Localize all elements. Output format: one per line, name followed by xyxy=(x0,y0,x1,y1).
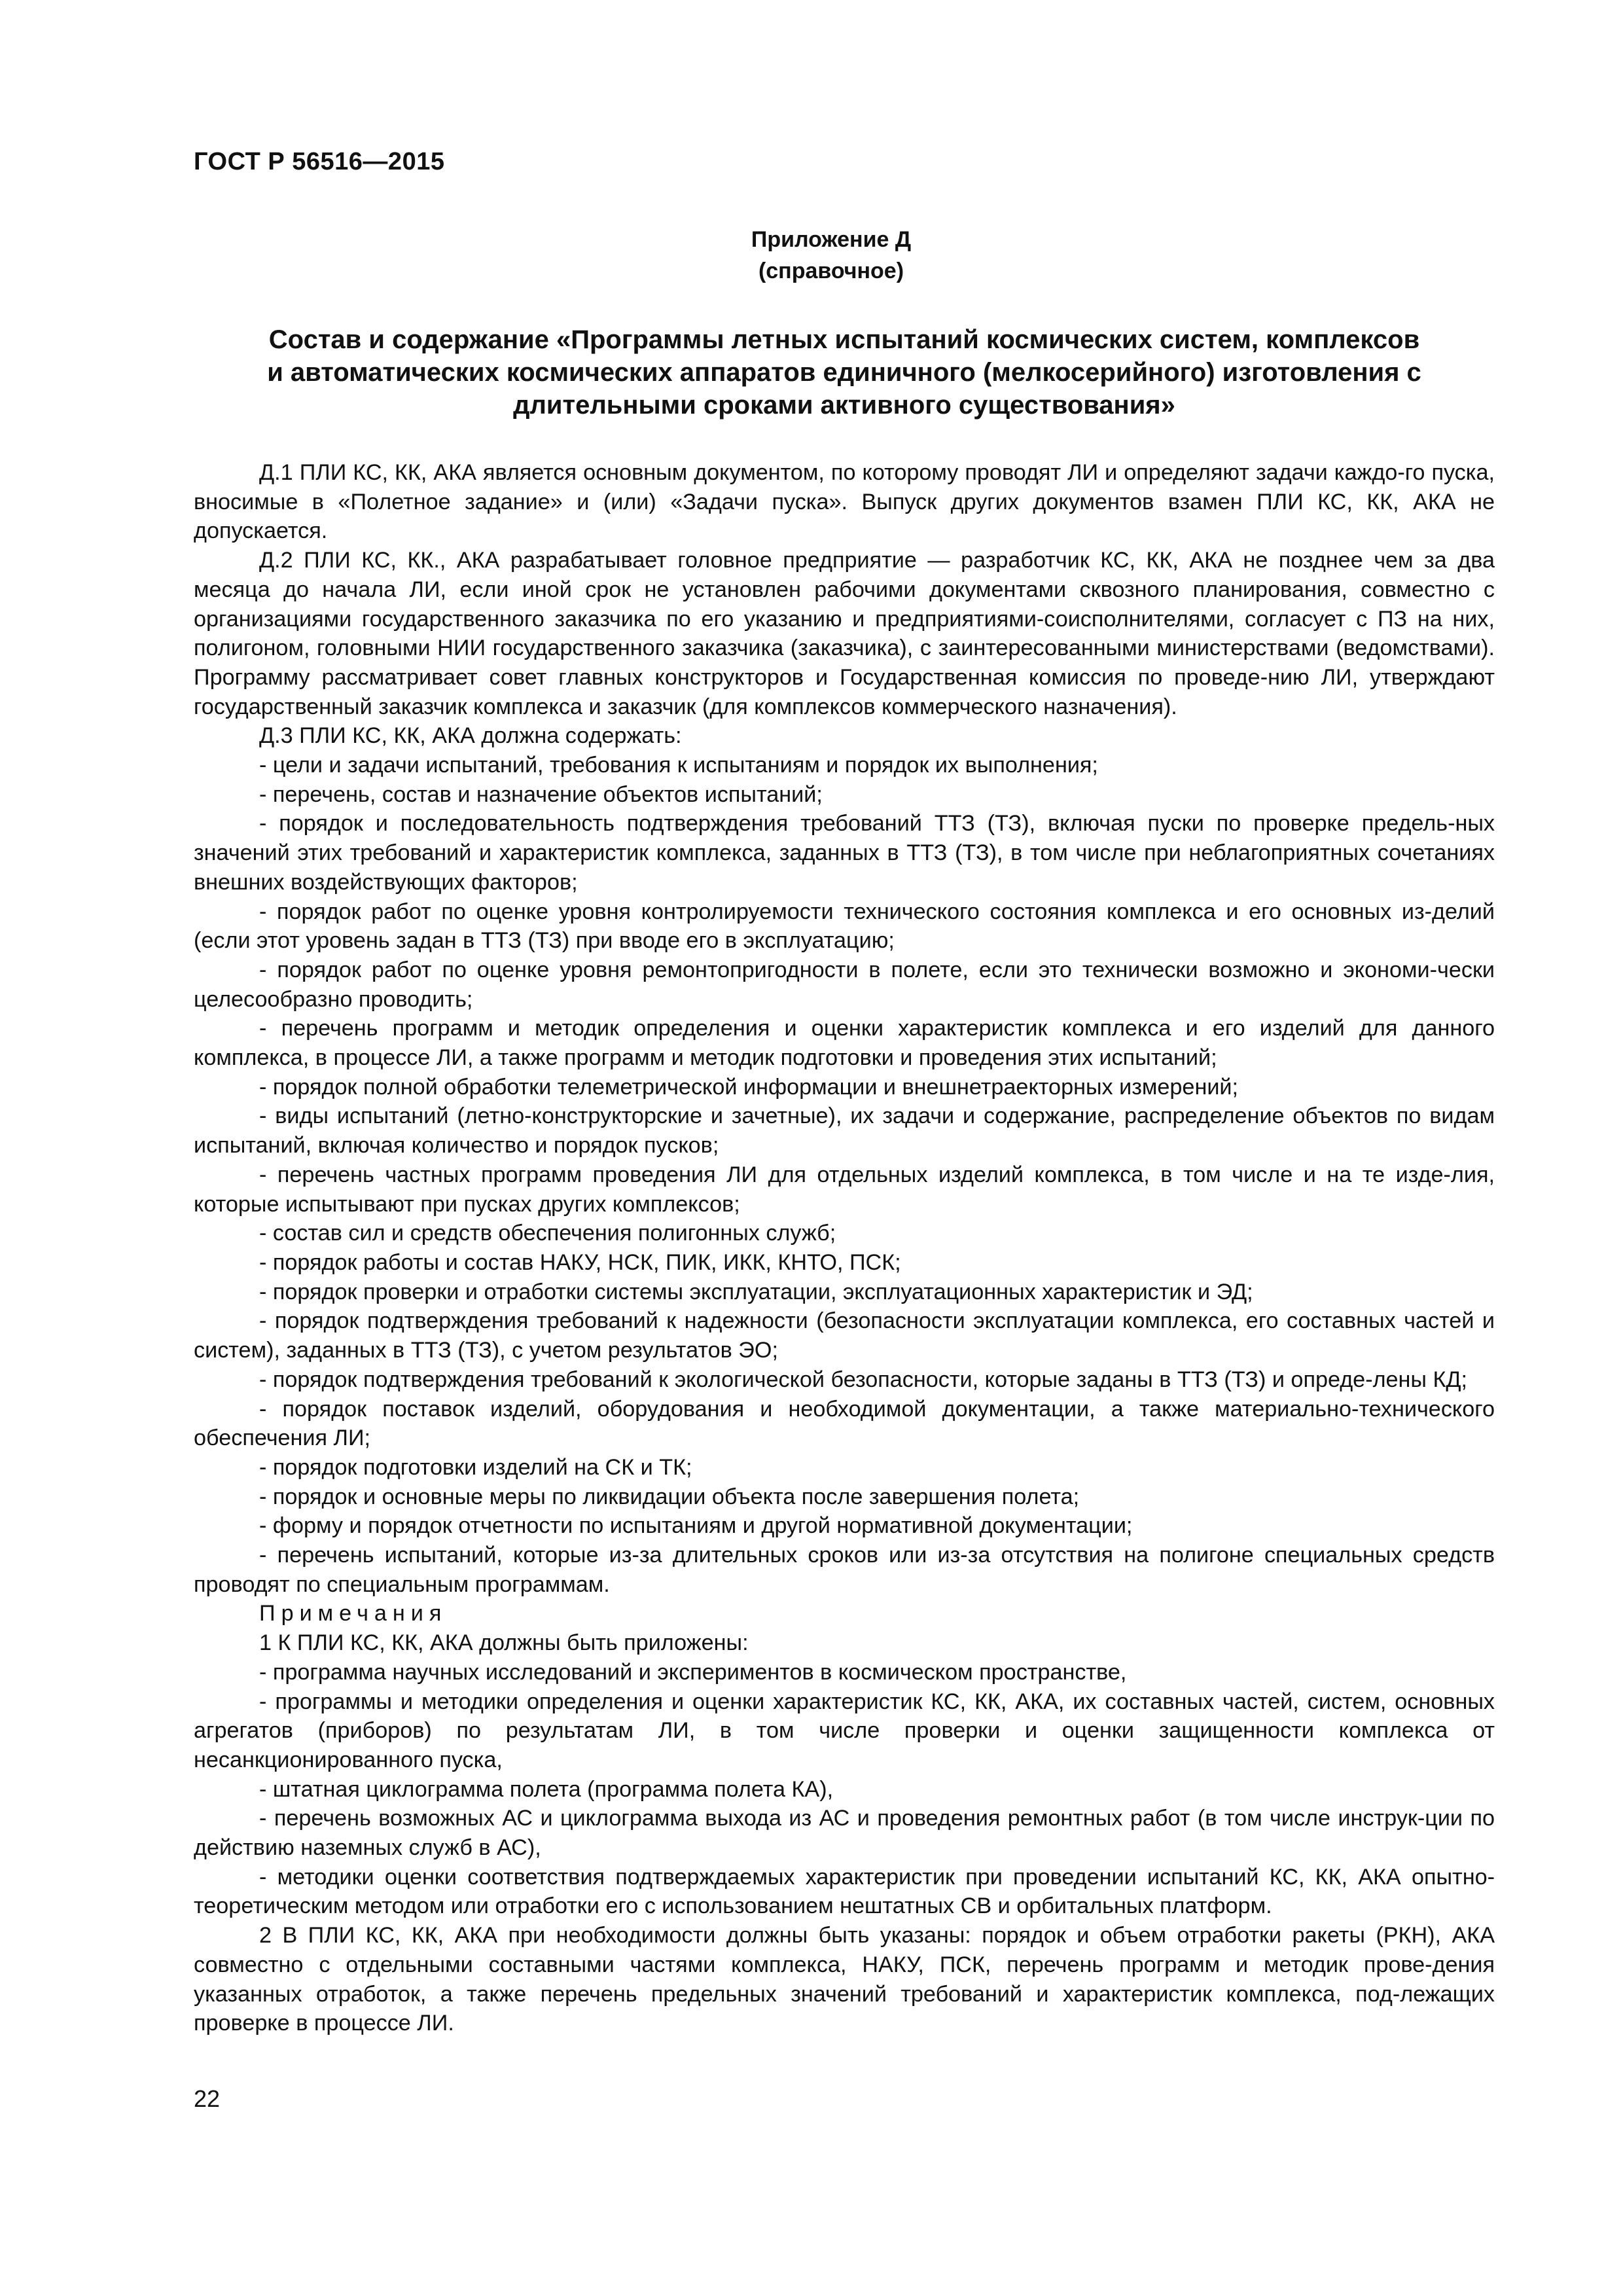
list-item: - порядок работы и состав НАКУ, НСК, ПИК, ИКК, КНТО, ПСК; xyxy=(259,1249,901,1275)
list-item: - порядок подтверждения требований к экологической безопасности, которые заданы в ТТЗ (ТЗ) и опреде-лены КД; xyxy=(259,1367,1468,1392)
page-number: 22 xyxy=(194,2085,221,2112)
paragraph-d3: Д.3 ПЛИ КС, КК, АКА должна содержать: xyxy=(259,723,682,749)
list-item: - перечень испытаний, которые из-за длительных сроков или из-за отсутствия на полигоне специальных средств проводят по специальным программам. xyxy=(194,1543,1495,1597)
note-2: 2 В ПЛИ КС, КК, АКА при необходимости должны быть указаны: порядок и объем отработки ракеты (РКН), АКА совместно с отдельными составными частями комплекса, НАКУ, ПСК, перечень программ и методик прове-дения указанных отработок, а также перечень предельных значений требований и характеристик комплекса, под-лежащих проверке в процессе ЛИ. xyxy=(194,1923,1495,2036)
title-line: Состав и содержание «Программы летных испытаний космических систем, комплексов xyxy=(268,325,1420,354)
note-item: - методики оценки соответствия подтверждаемых характеристик при проведении испытаний КС, КК, АКА опытно-теоретическим методом или отработки его с использованием нештатных СВ и орбитальных платформ. xyxy=(194,1864,1495,1919)
appendix-kind: (справочное) xyxy=(758,259,904,283)
list-item: - перечень программ и методик определения и оценки характеристик комплекса и его изделий для данного комплекса, в процессе ЛИ, а также программ и методик подготовки и проведения этих испытаний; xyxy=(194,1016,1495,1071)
document-body xyxy=(194,458,1495,2038)
note-item: - штатная циклограмма полета (программа полета КА), xyxy=(259,1776,834,1802)
list-item: - порядок подготовки изделий на СК и ТК; xyxy=(259,1454,692,1480)
list-item: - порядок и основные меры по ликвидации объекта после завершения полета; xyxy=(259,1484,1080,1509)
list-item: - порядок работ по оценке уровня контролируемости технического состояния комплекса и его основных из-делий (если этот уровень задан в ТТЗ (ТЗ) при вводе его в эксплуатацию; xyxy=(194,899,1495,954)
title-line: и автоматических космических аппаратов единичного (мелкосерийного) изготовления с xyxy=(267,358,1421,387)
list-item: - порядок подтверждения требований к надежности (безопасности эксплуатации комплекса, его составных частей и систем), заданных в ТТЗ (ТЗ), с учетом результатов ЭО; xyxy=(194,1308,1495,1363)
standard-code: ГОСТ Р 56516—2015 xyxy=(194,148,445,175)
list-item: - перечень, состав и назначение объектов испытаний; xyxy=(259,781,823,807)
appendix-label: Приложение Д xyxy=(751,227,912,252)
list-item: - цели и задачи испытаний, требования к испытаниям и порядок их выполнения; xyxy=(259,753,1098,778)
list-item: - форму и порядок отчетности по испытаниям и другой нормативной документации; xyxy=(259,1513,1133,1539)
document-title xyxy=(194,323,1495,422)
list-item: - порядок полной обработки телеметрической информации и внешнетраекторных измерений; xyxy=(259,1074,1239,1100)
list-item: - состав сил и средств обеспечения полигонных служб; xyxy=(259,1221,836,1246)
note-item: - перечень возможных АС и циклограмма выхода из АС и проведения ремонтных работ (в том числе инструк-ции по действию наземных служб в АС), xyxy=(194,1806,1495,1861)
notes-heading: Примечания xyxy=(259,1601,448,1626)
list-item: - порядок проверки и отработки системы эксплуатации, эксплуатационных характеристик и ЭД; xyxy=(259,1279,1253,1304)
note-1: 1 К ПЛИ КС, КК, АКА должны быть приложены: xyxy=(259,1630,749,1656)
paragraph-d2: Д.2 ПЛИ КС, КК., АКА разрабатывает головное предприятие — разработчик КС, КК, АКА не позднее чем за два месяца до начала ЛИ, если иной срок не установлен рабочими документами сквозного планирования, совместно с организациями государственного заказчика по его указанию и предприятиями-соисполнителями, согласует с ПЗ на них, полигоном, головными НИИ государственного заказчика (заказчика), с заинтересованными министерствами (ведомствами). Программу рассматривает совет главных конструкторов и Государственная комиссия по проведе-нию ЛИ, утверждают государственный заказчик комплекса и заказчик (для комплексов коммерческого назначения). xyxy=(194,548,1495,719)
list-item: - порядок работ по оценке уровня ремонтопригодности в полете, если это технически возможно и экономи-чески целесообразно проводить; xyxy=(194,957,1495,1012)
appendix-heading xyxy=(0,224,1623,287)
paragraph-d1: Д.1 ПЛИ КС, КК, АКА является основным документом, по которому проводят ЛИ и определяют задачи каждо-го пуска, вносимые в «Полетное задание» и (или) «Задачи пуска». Выпуск других документов взамен ПЛИ КС, КК, АКА не допускается. xyxy=(194,460,1495,544)
list-item: - перечень частных программ проведения ЛИ для отдельных изделий комплекса, в том числе и на те изде-лия, которые испытывают при пусках других комплексов; xyxy=(194,1162,1495,1217)
list-item: - порядок и последовательность подтверждения требований ТТЗ (ТЗ), включая пуски по проверке предель-ных значений этих требований и характеристик комплекса, заданных в ТТЗ (ТЗ), в том числе при неблагоприятных сочетаниях внешних воздействующих факторов; xyxy=(194,811,1495,895)
title-line: длительными сроками активного существования» xyxy=(513,391,1175,420)
list-item: - виды испытаний (летно-конструкторские и зачетные), их задачи и содержание, распределение объектов по видам испытаний, включая количество и порядок пусков; xyxy=(194,1103,1495,1158)
list-item: - порядок поставок изделий, оборудования и необходимой документации, а также материально-технического обеспечения ЛИ; xyxy=(194,1396,1495,1451)
note-item: - программа научных исследований и экспериментов в космическом пространстве, xyxy=(259,1659,1127,1685)
note-item: - программы и методики определения и оценки характеристик КС, КК, АКА, их составных частей, систем, основных агрегатов (приборов) по результатам ЛИ, в том числе проверки и оценки защищенности комплекса от несанкционированного пуска, xyxy=(194,1689,1495,1772)
